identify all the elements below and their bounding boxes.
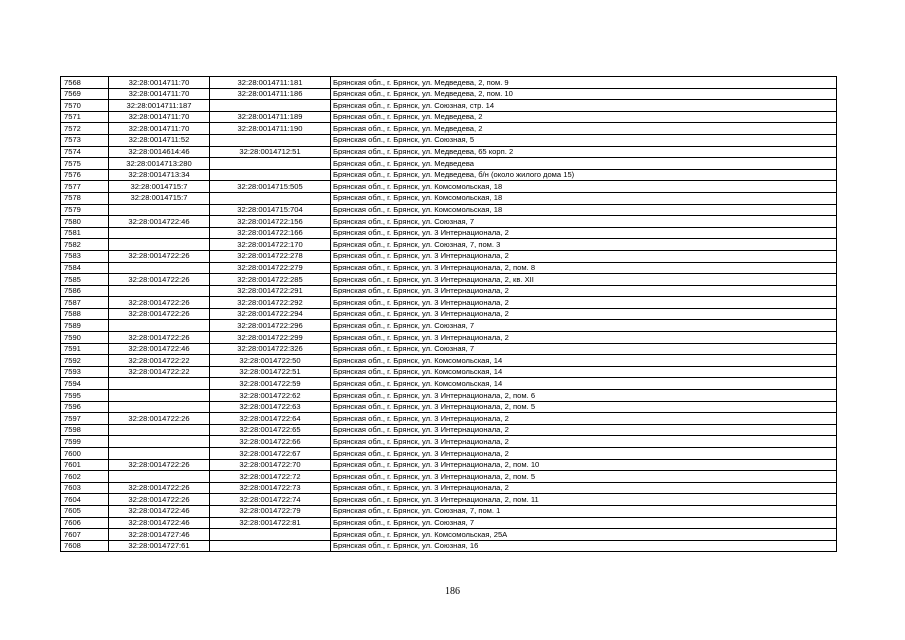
row-number-cell: 7596 <box>61 401 109 413</box>
address-cell: Брянская обл., г. Брянск, ул. Союзная, 7 <box>331 343 837 355</box>
address-cell: Брянская обл., г. Брянск, ул. 3 Интернационала, 2 <box>331 332 837 344</box>
table-row <box>61 216 837 228</box>
row-number-cell: 7606 <box>61 517 109 529</box>
object-cadastral-number-cell: 32:28:0014722:292 <box>210 297 331 309</box>
address-cell: Брянская обл., г. Брянск, ул. 3 Интернационала, 2 <box>331 413 837 425</box>
row-number-cell: 7588 <box>61 308 109 320</box>
land-cadastral-number-cell: 32:28:0014722:26 <box>109 297 210 309</box>
object-cadastral-number-cell: 32:28:0014711:181 <box>210 77 331 89</box>
table-row <box>61 366 837 378</box>
address-cell: Брянская обл., г. Брянск, ул. Комсомольская, 14 <box>331 366 837 378</box>
address-cell: Брянская обл., г. Брянск, ул. Медведева, 2 <box>331 123 837 135</box>
table-row <box>61 111 837 123</box>
table-row <box>61 482 837 494</box>
address-cell: Брянская обл., г. Брянск, ул. 3 Интернационала, 2, пом. 5 <box>331 471 837 483</box>
table-row <box>61 401 837 413</box>
land-cadastral-number-cell <box>109 436 210 448</box>
table-row <box>61 448 837 460</box>
land-cadastral-number-cell: 32:28:0014722:26 <box>109 459 210 471</box>
address-cell: Брянская обл., г. Брянск, ул. Медведева, 65 корп. 2 <box>331 146 837 158</box>
table-row <box>61 88 837 100</box>
table-row <box>61 436 837 448</box>
address-cell: Брянская обл., г. Брянск, ул. Союзная, 5 <box>331 134 837 146</box>
address-cell: Брянская обл., г. Брянск, ул. Комсомольская, 18 <box>331 192 837 204</box>
land-cadastral-number-cell: 32:28:0014713:34 <box>109 169 210 181</box>
page-number: 186 <box>445 586 460 597</box>
row-number-cell: 7574 <box>61 146 109 158</box>
object-cadastral-number-cell: 32:28:0014722:62 <box>210 390 331 402</box>
object-cadastral-number-cell <box>210 192 331 204</box>
row-number-cell: 7577 <box>61 181 109 193</box>
row-number-cell: 7608 <box>61 540 109 552</box>
land-cadastral-number-cell: 32:28:0014614:46 <box>109 146 210 158</box>
table-row <box>61 192 837 204</box>
row-number-cell: 7595 <box>61 390 109 402</box>
land-cadastral-number-cell: 32:28:0014722:26 <box>109 494 210 506</box>
row-number-cell: 7575 <box>61 158 109 170</box>
land-cadastral-number-cell <box>109 239 210 251</box>
row-number-cell: 7572 <box>61 123 109 135</box>
address-cell: Брянская обл., г. Брянск, ул. 3 Интернационала, 2, кв. XII <box>331 274 837 286</box>
object-cadastral-number-cell: 32:28:0014722:156 <box>210 216 331 228</box>
table-row <box>61 332 837 344</box>
registry-table <box>60 76 837 552</box>
address-cell: Брянская обл., г. Брянск, ул. Союзная, 16 <box>331 540 837 552</box>
table-row <box>61 227 837 239</box>
address-cell: Брянская обл., г. Брянск, ул. 3 Интернационала, 2 <box>331 448 837 460</box>
table-row <box>61 158 837 170</box>
table-row <box>61 169 837 181</box>
land-cadastral-number-cell: 32:28:0014711:70 <box>109 77 210 89</box>
row-number-cell: 7590 <box>61 332 109 344</box>
address-cell: Брянская обл., г. Брянск, ул. 3 Интернационала, 2 <box>331 297 837 309</box>
object-cadastral-number-cell: 32:28:0014722:299 <box>210 332 331 344</box>
row-number-cell: 7581 <box>61 227 109 239</box>
table-row <box>61 123 837 135</box>
table-row <box>61 471 837 483</box>
object-cadastral-number-cell: 32:28:0014722:50 <box>210 355 331 367</box>
row-number-cell: 7569 <box>61 88 109 100</box>
table-row <box>61 355 837 367</box>
table-row <box>61 250 837 262</box>
row-number-cell: 7594 <box>61 378 109 390</box>
row-number-cell: 7597 <box>61 413 109 425</box>
address-cell: Брянская обл., г. Брянск, ул. Комсомольская, 25А <box>331 529 837 541</box>
land-cadastral-number-cell <box>109 285 210 297</box>
object-cadastral-number-cell <box>210 169 331 181</box>
address-cell: Брянская обл., г. Брянск, ул. 3 Интернационала, 2, пом. 10 <box>331 459 837 471</box>
address-cell: Брянская обл., г. Брянск, ул. Медведева <box>331 158 837 170</box>
object-cadastral-number-cell: 32:28:0014722:279 <box>210 262 331 274</box>
land-cadastral-number-cell: 32:28:0014722:26 <box>109 274 210 286</box>
address-cell: Брянская обл., г. Брянск, ул. 3 Интернационала, 2 <box>331 436 837 448</box>
land-cadastral-number-cell: 32:28:0014722:22 <box>109 355 210 367</box>
object-cadastral-number-cell: 32:28:0014722:51 <box>210 366 331 378</box>
table-row <box>61 529 837 541</box>
row-number-cell: 7586 <box>61 285 109 297</box>
table-row <box>61 413 837 425</box>
address-cell: Брянская обл., г. Брянск, ул. Союзная, 7 <box>331 517 837 529</box>
row-number-cell: 7605 <box>61 505 109 517</box>
address-cell: Брянская обл., г. Брянск, ул. 3 Интернационала, 2, пом. 6 <box>331 390 837 402</box>
row-number-cell: 7570 <box>61 100 109 112</box>
land-cadastral-number-cell <box>109 424 210 436</box>
row-number-cell: 7582 <box>61 239 109 251</box>
object-cadastral-number-cell: 32:28:0014722:73 <box>210 482 331 494</box>
land-cadastral-number-cell: 32:28:0014711:70 <box>109 111 210 123</box>
object-cadastral-number-cell: 32:28:0014722:278 <box>210 250 331 262</box>
table-row <box>61 77 837 89</box>
address-cell: Брянская обл., г. Брянск, ул. 3 Интернационала, 2, пом. 8 <box>331 262 837 274</box>
land-cadastral-number-cell <box>109 378 210 390</box>
row-number-cell: 7583 <box>61 250 109 262</box>
object-cadastral-number-cell: 32:28:0014722:291 <box>210 285 331 297</box>
address-cell: Брянская обл., г. Брянск, ул. 3 Интернационала, 2 <box>331 424 837 436</box>
table-row <box>61 262 837 274</box>
row-number-cell: 7576 <box>61 169 109 181</box>
land-cadastral-number-cell: 32:28:0014715:7 <box>109 181 210 193</box>
table-row <box>61 390 837 402</box>
row-number-cell: 7568 <box>61 77 109 89</box>
land-cadastral-number-cell <box>109 390 210 402</box>
address-cell: Брянская обл., г. Брянск, ул. Медведева, 2, пом. 9 <box>331 77 837 89</box>
land-cadastral-number-cell: 32:28:0014711:52 <box>109 134 210 146</box>
registry-body <box>61 77 837 552</box>
table-row <box>61 146 837 158</box>
table-row <box>61 134 837 146</box>
row-number-cell: 7571 <box>61 111 109 123</box>
table-row <box>61 505 837 517</box>
object-cadastral-number-cell: 32:28:0014712:51 <box>210 146 331 158</box>
object-cadastral-number-cell: 32:28:0014722:294 <box>210 308 331 320</box>
address-cell: Брянская обл., г. Брянск, ул. Комсомольская, 14 <box>331 378 837 390</box>
land-cadastral-number-cell: 32:28:0014722:26 <box>109 250 210 262</box>
table-row <box>61 459 837 471</box>
object-cadastral-number-cell: 32:28:0014722:296 <box>210 320 331 332</box>
land-cadastral-number-cell: 32:28:0014727:46 <box>109 529 210 541</box>
object-cadastral-number-cell <box>210 100 331 112</box>
table-row <box>61 540 837 552</box>
row-number-cell: 7607 <box>61 529 109 541</box>
land-cadastral-number-cell: 32:28:0014722:22 <box>109 366 210 378</box>
address-cell: Брянская обл., г. Брянск, ул. Союзная, 7 <box>331 216 837 228</box>
address-cell: Брянская обл., г. Брянск, ул. Союзная, стр. 14 <box>331 100 837 112</box>
land-cadastral-number-cell <box>109 320 210 332</box>
address-cell: Брянская обл., г. Брянск, ул. Союзная, 7, пом. 1 <box>331 505 837 517</box>
object-cadastral-number-cell: 32:28:0014715:704 <box>210 204 331 216</box>
land-cadastral-number-cell: 32:28:0014722:46 <box>109 343 210 355</box>
land-cadastral-number-cell: 32:28:0014713:280 <box>109 158 210 170</box>
table-row <box>61 285 837 297</box>
row-number-cell: 7600 <box>61 448 109 460</box>
address-cell: Брянская обл., г. Брянск, ул. 3 Интернационала, 2, пом. 11 <box>331 494 837 506</box>
land-cadastral-number-cell <box>109 471 210 483</box>
row-number-cell: 7593 <box>61 366 109 378</box>
object-cadastral-number-cell <box>210 529 331 541</box>
row-number-cell: 7603 <box>61 482 109 494</box>
object-cadastral-number-cell: 32:28:0014711:190 <box>210 123 331 135</box>
address-cell: Брянская обл., г. Брянск, ул. 3 Интернационала, 2 <box>331 308 837 320</box>
row-number-cell: 7602 <box>61 471 109 483</box>
row-number-cell: 7584 <box>61 262 109 274</box>
object-cadastral-number-cell: 32:28:0014722:79 <box>210 505 331 517</box>
object-cadastral-number-cell <box>210 540 331 552</box>
row-number-cell: 7573 <box>61 134 109 146</box>
table-row <box>61 320 837 332</box>
land-cadastral-number-cell: 32:28:0014722:26 <box>109 308 210 320</box>
object-cadastral-number-cell: 32:28:0014722:166 <box>210 227 331 239</box>
row-number-cell: 7589 <box>61 320 109 332</box>
table-row <box>61 297 837 309</box>
object-cadastral-number-cell: 32:28:0014711:186 <box>210 88 331 100</box>
table-row <box>61 378 837 390</box>
land-cadastral-number-cell <box>109 227 210 239</box>
object-cadastral-number-cell: 32:28:0014722:170 <box>210 239 331 251</box>
address-cell: Брянская обл., г. Брянск, ул. Медведева, б/н (около жилого дома 15) <box>331 169 837 181</box>
table-row <box>61 204 837 216</box>
object-cadastral-number-cell: 32:28:0014722:63 <box>210 401 331 413</box>
table-row <box>61 274 837 286</box>
land-cadastral-number-cell: 32:28:0014722:46 <box>109 216 210 228</box>
object-cadastral-number-cell: 32:28:0014722:70 <box>210 459 331 471</box>
object-cadastral-number-cell: 32:28:0014722:67 <box>210 448 331 460</box>
address-cell: Брянская обл., г. Брянск, ул. Комсомольская, 14 <box>331 355 837 367</box>
row-number-cell: 7579 <box>61 204 109 216</box>
address-cell: Брянская обл., г. Брянск, ул. 3 Интернационала, 2 <box>331 227 837 239</box>
land-cadastral-number-cell: 32:28:0014722:46 <box>109 505 210 517</box>
object-cadastral-number-cell: 32:28:0014722:65 <box>210 424 331 436</box>
table-row <box>61 239 837 251</box>
table-row <box>61 517 837 529</box>
address-cell: Брянская обл., г. Брянск, ул. Союзная, 7, пом. 3 <box>331 239 837 251</box>
object-cadastral-number-cell: 32:28:0014722:81 <box>210 517 331 529</box>
address-cell: Брянская обл., г. Брянск, ул. Комсомольская, 18 <box>331 204 837 216</box>
row-number-cell: 7604 <box>61 494 109 506</box>
row-number-cell: 7587 <box>61 297 109 309</box>
row-number-cell: 7578 <box>61 192 109 204</box>
row-number-cell: 7585 <box>61 274 109 286</box>
table-row <box>61 424 837 436</box>
row-number-cell: 7601 <box>61 459 109 471</box>
row-number-cell: 7591 <box>61 343 109 355</box>
land-cadastral-number-cell <box>109 448 210 460</box>
object-cadastral-number-cell <box>210 134 331 146</box>
object-cadastral-number-cell: 32:28:0014722:64 <box>210 413 331 425</box>
land-cadastral-number-cell: 32:28:0014722:26 <box>109 413 210 425</box>
row-number-cell: 7592 <box>61 355 109 367</box>
land-cadastral-number-cell: 32:28:0014711:187 <box>109 100 210 112</box>
object-cadastral-number-cell: 32:28:0014722:59 <box>210 378 331 390</box>
row-number-cell: 7598 <box>61 424 109 436</box>
row-number-cell: 7580 <box>61 216 109 228</box>
table-row <box>61 494 837 506</box>
land-cadastral-number-cell <box>109 401 210 413</box>
land-cadastral-number-cell: 32:28:0014722:26 <box>109 482 210 494</box>
address-cell: Брянская обл., г. Брянск, ул. 3 Интернационала, 2, пом. 5 <box>331 401 837 413</box>
land-cadastral-number-cell <box>109 204 210 216</box>
address-cell: Брянская обл., г. Брянск, ул. Комсомольская, 18 <box>331 181 837 193</box>
land-cadastral-number-cell: 32:28:0014715:7 <box>109 192 210 204</box>
address-cell: Брянская обл., г. Брянск, ул. Медведева, 2 <box>331 111 837 123</box>
object-cadastral-number-cell <box>210 158 331 170</box>
object-cadastral-number-cell: 32:28:0014722:326 <box>210 343 331 355</box>
land-cadastral-number-cell: 32:28:0014711:70 <box>109 123 210 135</box>
address-cell: Брянская обл., г. Брянск, ул. 3 Интернационала, 2 <box>331 285 837 297</box>
land-cadastral-number-cell: 32:28:0014722:46 <box>109 517 210 529</box>
land-cadastral-number-cell <box>109 262 210 274</box>
object-cadastral-number-cell: 32:28:0014711:189 <box>210 111 331 123</box>
table-row <box>61 100 837 112</box>
address-cell: Брянская обл., г. Брянск, ул. Союзная, 7 <box>331 320 837 332</box>
table-row <box>61 181 837 193</box>
address-cell: Брянская обл., г. Брянск, ул. 3 Интернационала, 2 <box>331 250 837 262</box>
table-row <box>61 343 837 355</box>
object-cadastral-number-cell: 32:28:0014722:66 <box>210 436 331 448</box>
address-cell: Брянская обл., г. Брянск, ул. Медведева, 2, пом. 10 <box>331 88 837 100</box>
object-cadastral-number-cell: 32:28:0014715:505 <box>210 181 331 193</box>
object-cadastral-number-cell: 32:28:0014722:74 <box>210 494 331 506</box>
land-cadastral-number-cell: 32:28:0014711:70 <box>109 88 210 100</box>
row-number-cell: 7599 <box>61 436 109 448</box>
object-cadastral-number-cell: 32:28:0014722:285 <box>210 274 331 286</box>
address-cell: Брянская обл., г. Брянск, ул. 3 Интернационала, 2 <box>331 482 837 494</box>
land-cadastral-number-cell: 32:28:0014727:61 <box>109 540 210 552</box>
object-cadastral-number-cell: 32:28:0014722:72 <box>210 471 331 483</box>
table-row <box>61 308 837 320</box>
land-cadastral-number-cell: 32:28:0014722:26 <box>109 332 210 344</box>
